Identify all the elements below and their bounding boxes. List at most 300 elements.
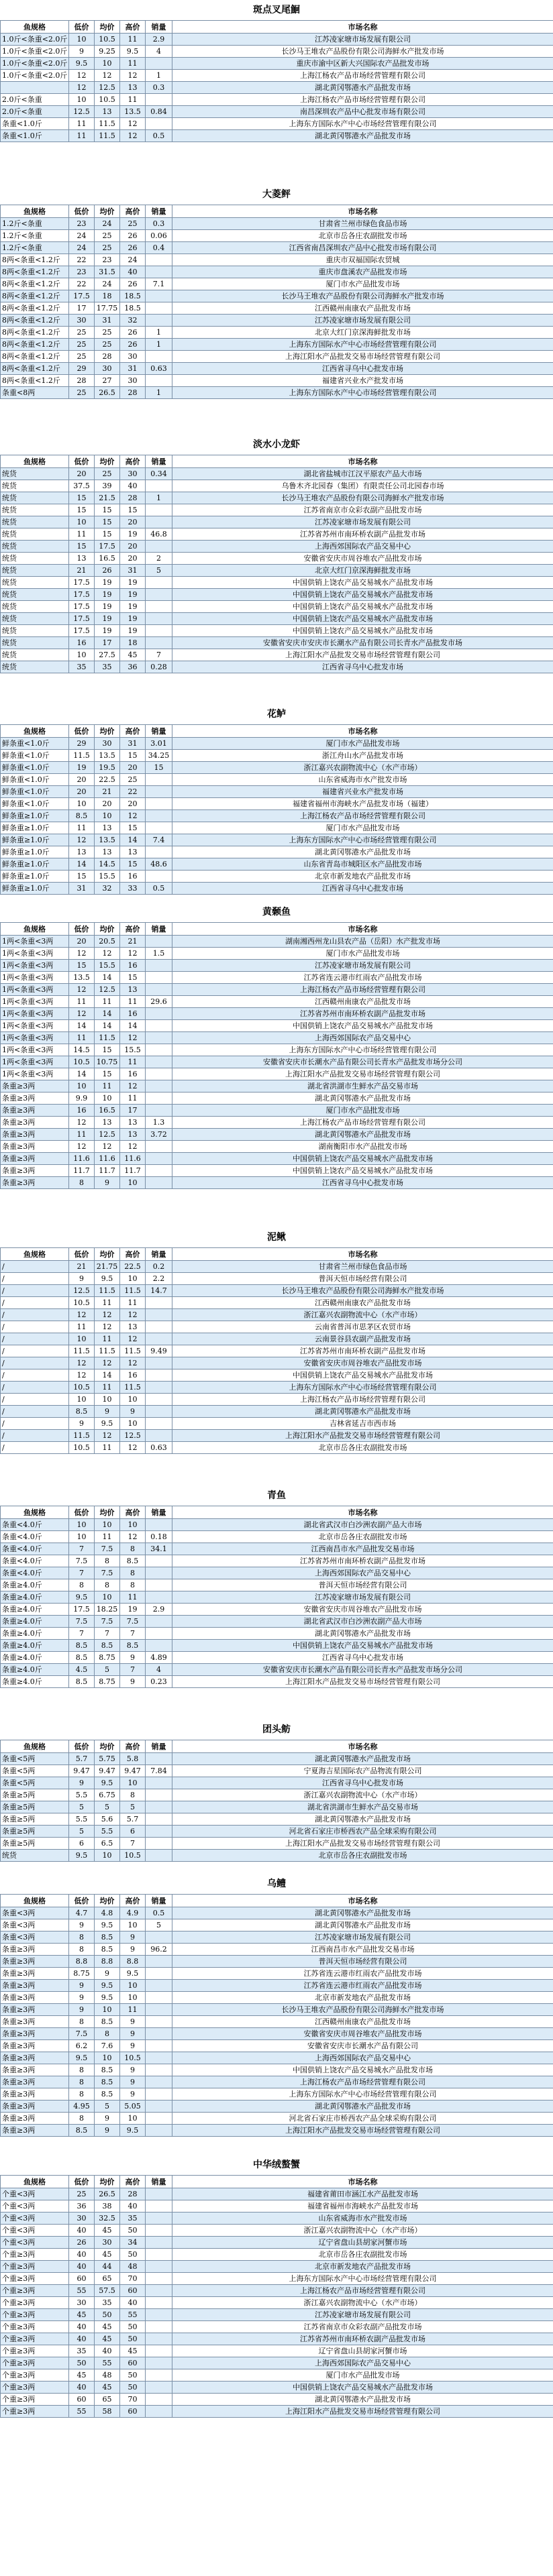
volume-cell	[146, 1567, 172, 1579]
volume-cell: 0.4	[146, 242, 172, 254]
high-price-cell: 11	[120, 94, 146, 106]
table-row	[1, 1309, 553, 1321]
low-price-cell: 17.5	[69, 589, 95, 601]
column-header-spec: 鱼规格	[1, 21, 69, 34]
table-row	[1, 480, 553, 492]
spec-cell: 1两<条重<3两	[1, 1044, 69, 1056]
market-name-cell: 北京市新发地农产品批发市场	[172, 871, 553, 883]
avg-price-cell: 31	[95, 315, 120, 327]
avg-price-cell: 9	[95, 1968, 120, 1980]
low-price-cell: 12.5	[69, 106, 95, 118]
high-price-cell: 15	[120, 972, 146, 984]
avg-price-cell: 9.5	[95, 1273, 120, 1285]
avg-price-cell: 19	[95, 589, 120, 601]
volume-cell	[146, 2309, 172, 2321]
table-row	[1, 70, 553, 82]
column-header-high: 高价	[120, 205, 146, 218]
volume-cell	[146, 613, 172, 625]
spec-cell: 鲜条重<1.0斤	[1, 798, 69, 810]
volume-cell	[146, 1321, 172, 1333]
column-header-vol: 销量	[146, 205, 172, 218]
spec-cell: 1两<条重<3两	[1, 984, 69, 996]
table-row	[1, 984, 553, 996]
low-price-cell: 9	[69, 1273, 95, 1285]
table-row	[1, 2394, 553, 2406]
high-price-cell: 16	[120, 1369, 146, 1382]
low-price-cell: 10.5	[69, 1442, 95, 1454]
spec-cell: 鲜条重<1.0斤	[1, 786, 69, 798]
high-price-cell: 9	[120, 2040, 146, 2052]
volume-cell	[146, 2101, 172, 2113]
low-price-cell: 8	[69, 1944, 95, 1956]
avg-price-cell: 65	[95, 2394, 120, 2406]
high-price-cell: 12	[120, 130, 146, 142]
spec-cell: 条重≥3两	[1, 2004, 69, 2016]
table-row	[1, 375, 553, 387]
spec-cell: 条重≥3两	[1, 1944, 69, 1956]
market-name-cell: 上海江阳水产品批发交易市场经营管理有限公司	[172, 1838, 553, 1850]
table-row	[1, 118, 553, 130]
table-row	[1, 1850, 553, 1862]
low-price-cell: 60	[69, 2273, 95, 2285]
spec-cell: 统货	[1, 468, 69, 480]
spec-cell: 条重≥4.0斤	[1, 1676, 69, 1688]
spec-cell: 条重≥3两	[1, 1117, 69, 1129]
avg-price-cell: 57.5	[95, 2285, 120, 2297]
high-price-cell: 10	[120, 1919, 146, 1931]
avg-price-cell: 10	[95, 1519, 120, 1531]
volume-cell: 7	[146, 649, 172, 661]
spec-cell: /	[1, 1442, 69, 1454]
spec-cell: /	[1, 1333, 69, 1345]
market-name-cell: 江西赣州南康农产品批发市场	[172, 996, 553, 1008]
table-row	[1, 1801, 553, 1813]
high-price-cell: 13	[120, 984, 146, 996]
high-price-cell: 15	[120, 750, 146, 762]
volume-cell	[146, 1044, 172, 1056]
spec-cell: 条重<4.0斤	[1, 1555, 69, 1567]
high-price-cell: 18	[120, 637, 146, 649]
avg-price-cell: 8	[95, 1555, 120, 1567]
volume-cell: 4	[146, 46, 172, 58]
low-price-cell: 45	[69, 2369, 95, 2382]
spec-cell: 统货	[1, 1850, 69, 1862]
low-price-cell: 12	[69, 1357, 95, 1369]
high-price-cell: 10	[120, 1992, 146, 2004]
high-price-cell: 11	[120, 2004, 146, 2016]
high-price-cell: 12	[120, 1442, 146, 1454]
market-name-cell: 北京市岳各庄农副批发市场	[172, 230, 553, 242]
market-name-cell: 上海江阳水产品批发交易市场经营管理有限公司	[172, 1676, 553, 1688]
volume-cell	[146, 2225, 172, 2237]
market-name-cell: 江苏省苏州市南环桥农副产品批发市场	[172, 528, 553, 541]
table-row	[1, 1333, 553, 1345]
table-row	[1, 649, 553, 661]
low-price-cell: 8.5	[69, 1640, 95, 1652]
low-price-cell: 10.5	[69, 1056, 95, 1068]
volume-cell	[146, 2382, 172, 2394]
high-price-cell: 11.7	[120, 1165, 146, 1177]
volume-cell	[146, 2297, 172, 2309]
high-price-cell: 8.8	[120, 1956, 146, 1968]
low-price-cell: 10	[69, 1333, 95, 1345]
column-header-spec: 鱼规格	[1, 1740, 69, 1753]
market-name-cell: 上海江杨农产品市场经营管理有限公司	[172, 2076, 553, 2088]
high-price-cell: 12	[120, 948, 146, 960]
market-name-cell: 江苏省连云港市红雨农产品批发市场	[172, 972, 553, 984]
high-price-cell: 12	[120, 1141, 146, 1153]
market-name-cell: 长沙马王堆农产品股份有限公司海鲜水产批发市场	[172, 1285, 553, 1297]
market-name-cell: 北京市新发地农产品批发市场	[172, 2261, 553, 2273]
volume-cell: 2.9	[146, 1604, 172, 1616]
spec-cell: 鲜条重≥1.0斤	[1, 858, 69, 871]
table-row	[1, 750, 553, 762]
market-name-cell: 江苏省连云港市红雨农产品批发市场	[172, 1980, 553, 1992]
volume-cell	[146, 118, 172, 130]
column-header-spec: 鱼规格	[1, 1248, 69, 1261]
market-name-cell: 安徽省安庆市周谷堆农产品批发市场	[172, 1357, 553, 1369]
high-price-cell: 10	[120, 1273, 146, 1285]
avg-price-cell: 12	[95, 1321, 120, 1333]
table-row	[1, 577, 553, 589]
volume-cell	[146, 625, 172, 637]
low-price-cell: 13.5	[69, 972, 95, 984]
table-row	[1, 2200, 553, 2213]
market-name-cell: 江苏凌家塘市场发展有限公司	[172, 34, 553, 46]
spec-cell: 鲜条重≥1.0斤	[1, 822, 69, 834]
avg-price-cell: 4.8	[95, 1907, 120, 1919]
market-name-cell: 湖北黄冈鄂港水产品批发市场	[172, 1628, 553, 1640]
high-price-cell: 18.5	[120, 290, 146, 302]
column-header-market: 市场名称	[172, 1740, 553, 1753]
low-price-cell: 10	[69, 34, 95, 46]
market-name-cell: 山东省青岛市城阳区水产品批发市场	[172, 858, 553, 871]
avg-price-cell: 5	[95, 1801, 120, 1813]
avg-price-cell: 8.5	[95, 1944, 120, 1956]
high-price-cell: 31	[120, 363, 146, 375]
table-row	[1, 2382, 553, 2394]
high-price-cell: 40	[120, 480, 146, 492]
table-row	[1, 1105, 553, 1117]
spec-cell: 1.2斤<条重	[1, 242, 69, 254]
avg-price-cell: 10	[95, 1850, 120, 1862]
low-price-cell: 12.5	[69, 1285, 95, 1297]
market-name-cell: 普洱天恒市场经营有限公司	[172, 1956, 553, 1968]
spec-cell: 鲜条重<1.0斤	[1, 738, 69, 750]
market-name-cell: 湖北黄冈鄂港水产品批发市场	[172, 1093, 553, 1105]
high-price-cell: 10	[120, 1394, 146, 1406]
market-name-cell: 湖北黄冈鄂港水产品批发市场	[172, 1813, 553, 1826]
avg-price-cell: 45	[95, 2321, 120, 2333]
low-price-cell: 7.5	[69, 1555, 95, 1567]
market-name-cell: 中国供销上饶农产品交易城水产品批发市场	[172, 601, 553, 613]
avg-price-cell: 13.5	[95, 750, 120, 762]
table-row	[1, 786, 553, 798]
volume-cell	[146, 2052, 172, 2064]
volume-cell	[146, 1309, 172, 1321]
low-price-cell: 16	[69, 1105, 95, 1117]
table-row	[1, 504, 553, 516]
low-price-cell: 10	[69, 1394, 95, 1406]
market-name-cell: 河北省石家庄市桥西农产品全球采购有限公司	[172, 1826, 553, 1838]
high-price-cell: 9.5	[120, 2125, 146, 2137]
column-header-market: 市场名称	[172, 455, 553, 468]
low-price-cell: 12	[69, 82, 95, 94]
low-price-cell: 12	[69, 1117, 95, 1129]
column-header-spec: 鱼规格	[1, 1895, 69, 1907]
high-price-cell: 19	[120, 1604, 146, 1616]
table-row	[1, 637, 553, 649]
avg-price-cell: 26.5	[95, 2188, 120, 2200]
spec-cell: /	[1, 1369, 69, 1382]
avg-price-cell: 13.5	[95, 834, 120, 846]
high-price-cell: 9	[120, 2028, 146, 2040]
volume-cell	[146, 786, 172, 798]
column-header-market: 市场名称	[172, 725, 553, 738]
column-header-vol: 销量	[146, 21, 172, 34]
avg-price-cell: 8.5	[95, 1931, 120, 1944]
table-row	[1, 82, 553, 94]
avg-price-cell: 7.5	[95, 1543, 120, 1555]
avg-price-cell: 19	[95, 625, 120, 637]
price-table	[0, 1894, 553, 2137]
table-row	[1, 1321, 553, 1333]
table-row	[1, 2309, 553, 2321]
low-price-cell: 12	[69, 948, 95, 960]
column-header-avg: 均价	[95, 455, 120, 468]
market-name-cell: 福建省兴业水产批发市场	[172, 375, 553, 387]
market-name-cell: 上海江杨农产品市场经营管理有限公司	[172, 984, 553, 996]
column-header-market: 市场名称	[172, 1248, 553, 1261]
avg-price-cell: 31.5	[95, 266, 120, 278]
high-price-cell: 9	[120, 1676, 146, 1688]
column-header-high: 高价	[120, 21, 146, 34]
table-row	[1, 2052, 553, 2064]
spec-cell: 条重≥3两	[1, 1956, 69, 1968]
high-price-cell: 14	[120, 1020, 146, 1032]
avg-price-cell: 10.75	[95, 1056, 120, 1068]
table-row	[1, 254, 553, 266]
fish-price-section	[0, 184, 553, 399]
market-name-cell: 上海西郊国际农产品交易中心	[172, 2357, 553, 2369]
avg-price-cell: 27	[95, 375, 120, 387]
low-price-cell: 7.5	[69, 2028, 95, 2040]
high-price-cell: 20	[120, 516, 146, 528]
table-header-row	[1, 455, 553, 468]
avg-price-cell: 6.75	[95, 1789, 120, 1801]
market-name-cell: 湖北省武汉市白沙洲农副产品大市场	[172, 1519, 553, 1531]
high-price-cell: 28	[120, 387, 146, 399]
market-name-cell: 江苏省连云港市红雨农产品批发市场	[172, 1968, 553, 1980]
table-row	[1, 1056, 553, 1068]
avg-price-cell: 8.75	[95, 1652, 120, 1664]
low-price-cell: 12	[69, 834, 95, 846]
avg-price-cell: 5.75	[95, 1753, 120, 1765]
volume-cell	[146, 1753, 172, 1765]
spec-cell: /	[1, 1273, 69, 1285]
column-header-high: 高价	[120, 923, 146, 936]
price-table	[0, 922, 553, 1189]
table-row	[1, 2076, 553, 2088]
volume-cell	[146, 2213, 172, 2225]
fish-price-section	[0, 0, 553, 142]
fish-price-section	[0, 1720, 553, 1862]
column-header-spec: 鱼规格	[1, 455, 69, 468]
table-row	[1, 2225, 553, 2237]
spec-cell: 条重≥3两	[1, 2052, 69, 2064]
avg-price-cell: 11.5	[95, 118, 120, 130]
volume-cell: 5	[146, 565, 172, 577]
spec-cell: 1两<条重<3两	[1, 972, 69, 984]
market-name-cell: 浙江嘉兴农副物流中心（水产市场）	[172, 1309, 553, 1321]
table-row	[1, 1992, 553, 2004]
avg-price-cell: 9.5	[95, 1919, 120, 1931]
volume-cell: 0.06	[146, 230, 172, 242]
high-price-cell: 7	[120, 1628, 146, 1640]
volume-cell	[146, 960, 172, 972]
volume-cell: 0.18	[146, 1531, 172, 1543]
spec-cell: 条重<1.0斤	[1, 118, 69, 130]
market-name-cell: 上海江杨农产品市场经营管理有限公司	[172, 1117, 553, 1129]
market-name-cell: 长沙马王堆农产品股份有限公司海鲜水产批发市场	[172, 2004, 553, 2016]
table-row	[1, 1285, 553, 1297]
spec-cell: 个重<3两	[1, 2213, 69, 2225]
avg-price-cell: 22.5	[95, 774, 120, 786]
table-row	[1, 601, 553, 613]
low-price-cell: 9.9	[69, 1093, 95, 1105]
avg-price-cell: 25	[95, 242, 120, 254]
market-name-cell: 上海西郊国际农产品交易中心	[172, 1032, 553, 1044]
table-row	[1, 960, 553, 972]
table-row	[1, 278, 553, 290]
volume-cell	[146, 1080, 172, 1093]
volume-cell	[146, 2261, 172, 2273]
spec-cell: /	[1, 1418, 69, 1430]
high-price-cell: 7	[120, 1838, 146, 1850]
high-price-cell: 28	[120, 492, 146, 504]
avg-price-cell: 17	[95, 637, 120, 649]
market-name-cell: 山东省威海市水产批发市场	[172, 774, 553, 786]
avg-price-cell: 8.8	[95, 1956, 120, 1968]
table-row	[1, 387, 553, 399]
volume-cell	[146, 2369, 172, 2382]
high-price-cell: 11	[120, 34, 146, 46]
table-header-row	[1, 725, 553, 738]
table-row	[1, 871, 553, 883]
market-name-cell: 北京市岳各庄农副批发市场	[172, 1442, 553, 1454]
market-name-cell: 南昌深圳农产品中心批发市场有限公司	[172, 106, 553, 118]
avg-price-cell: 45	[95, 2382, 120, 2394]
low-price-cell: 8.5	[69, 1406, 95, 1418]
high-price-cell: 40	[120, 2200, 146, 2213]
column-header-high: 高价	[120, 1740, 146, 1753]
column-header-vol: 销量	[146, 1248, 172, 1261]
avg-price-cell: 17.5	[95, 541, 120, 553]
avg-price-cell: 12.5	[95, 1129, 120, 1141]
avg-price-cell: 16.5	[95, 1105, 120, 1117]
table-row	[1, 1652, 553, 1664]
volume-cell	[146, 2249, 172, 2261]
avg-price-cell: 25	[95, 468, 120, 480]
volume-cell: 0.2	[146, 1261, 172, 1273]
table-row	[1, 1765, 553, 1777]
high-price-cell: 20	[120, 553, 146, 565]
market-name-cell: 江苏省苏州市南环桥农副产品批发市场	[172, 1008, 553, 1020]
high-price-cell: 50	[120, 2321, 146, 2333]
high-price-cell: 10	[120, 1980, 146, 1992]
market-name-cell: 湖北黄冈鄂港水产品批发市场	[172, 1919, 553, 1931]
market-name-cell: 中国供销上饶农产品交易城水产品批发市场	[172, 589, 553, 601]
column-header-spec: 鱼规格	[1, 205, 69, 218]
table-row	[1, 613, 553, 625]
avg-price-cell: 27.5	[95, 649, 120, 661]
low-price-cell: 8	[69, 2064, 95, 2076]
volume-cell: 34.1	[146, 1543, 172, 1555]
avg-price-cell: 8.5	[95, 2088, 120, 2101]
low-price-cell: 30	[69, 2213, 95, 2225]
market-name-cell: 上海东方国际水产中心市场经营管理有限公司	[172, 834, 553, 846]
price-table	[0, 1506, 553, 1688]
market-name-cell: 云南景谷县农副产品批发市场	[172, 1333, 553, 1345]
volume-cell	[146, 1838, 172, 1850]
spec-cell: /	[1, 1406, 69, 1418]
low-price-cell: 50	[69, 2357, 95, 2369]
market-name-cell: 中国供销上饶农产品交易城水产品批发市场	[172, 2064, 553, 2076]
high-price-cell: 12	[120, 1333, 146, 1345]
low-price-cell: 5	[69, 1801, 95, 1813]
avg-price-cell: 18	[95, 290, 120, 302]
low-price-cell: 17.5	[69, 601, 95, 613]
high-price-cell: 12	[120, 1032, 146, 1044]
section-title: 淡水小龙虾	[253, 439, 300, 450]
market-name-cell: 湖北黄冈鄂港水产品批发市场	[172, 846, 553, 858]
table-row	[1, 1141, 553, 1153]
low-price-cell: 19	[69, 762, 95, 774]
table-row	[1, 2357, 553, 2369]
table-row	[1, 1628, 553, 1640]
spec-cell: 1两<条重<3两	[1, 1020, 69, 1032]
low-price-cell: 10.5	[69, 1297, 95, 1309]
spec-cell: 8两<条重<1.2斤	[1, 278, 69, 290]
high-price-cell: 21	[120, 936, 146, 948]
table-row	[1, 661, 553, 673]
avg-price-cell: 24	[95, 278, 120, 290]
table-row	[1, 528, 553, 541]
high-price-cell: 26	[120, 230, 146, 242]
volume-cell	[146, 315, 172, 327]
table-row	[1, 883, 553, 895]
table-row	[1, 492, 553, 504]
spec-cell: 统货	[1, 637, 69, 649]
volume-cell: 0.34	[146, 468, 172, 480]
spec-cell: 条重<5两	[1, 1777, 69, 1789]
table-row	[1, 1068, 553, 1080]
table-row	[1, 230, 553, 242]
low-price-cell: 11.5	[69, 1430, 95, 1442]
volume-cell: 1	[146, 327, 172, 339]
volume-cell: 14.7	[146, 1285, 172, 1297]
spec-cell: 个重≥3两	[1, 2249, 69, 2261]
market-name-cell: 北京市岳各庄农副批发市场	[172, 2249, 553, 2261]
high-price-cell: 26	[120, 327, 146, 339]
high-price-cell: 9	[120, 1931, 146, 1944]
avg-price-cell: 11	[95, 1531, 120, 1543]
high-price-cell: 45	[120, 2345, 146, 2357]
spec-cell: 条重≥4.0斤	[1, 1664, 69, 1676]
spec-cell: 1两<条重<3两	[1, 1032, 69, 1044]
price-table	[0, 205, 553, 399]
market-name-cell: 云南省普洱市思茅区农贸市场	[172, 1321, 553, 1333]
